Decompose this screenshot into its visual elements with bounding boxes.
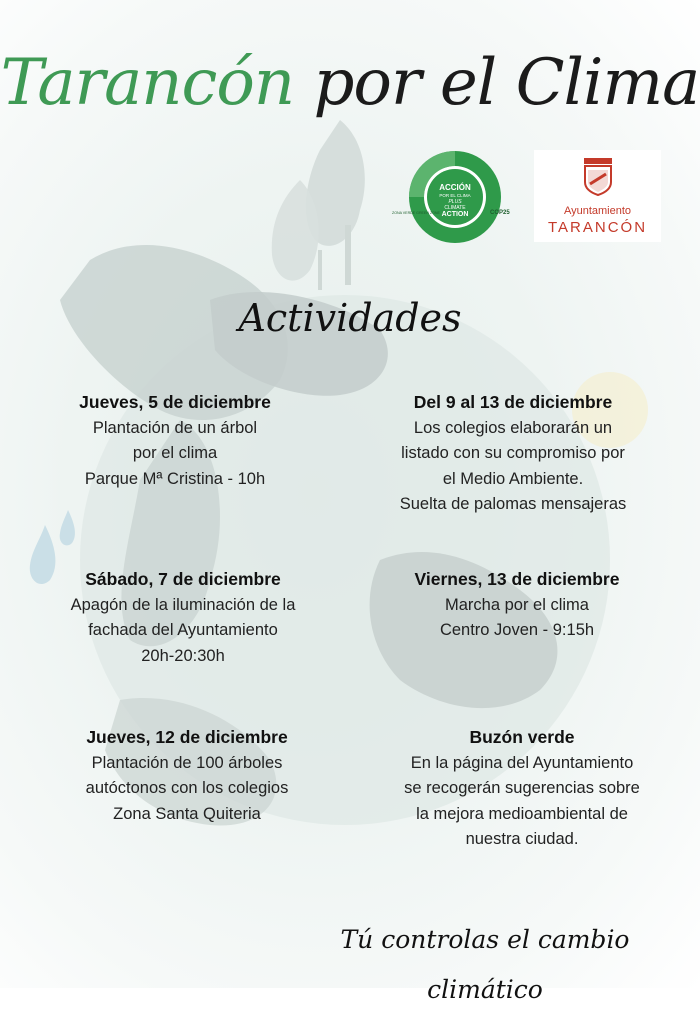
activity-line: Zona Santa Quiteria [113,804,261,823]
ayuntamiento-town: TARANCÓN [547,219,648,236]
activity-line: Apagón de la iluminación de la [70,595,296,614]
activity-title: Sábado, 7 de diciembre [85,569,281,589]
activity-line: Plantación de un árbol [92,418,258,437]
cop-line4: CLIMATE [444,205,466,211]
activity-line: 20h-20:30h [141,646,225,665]
activity-line: Parque Mª Cristina - 10h [84,469,266,488]
cop-line5: ACTION [441,211,469,218]
cop-line3: PLUS [448,199,462,205]
footer-slogan: Tú controlas el cambio climático [340,925,630,1004]
title-rest: por el Clima [313,46,700,120]
activity-line: el Medio Ambiente. [442,469,584,488]
activity-title: Buzón verde [469,727,575,747]
activity-line: por el clima [132,444,218,462]
section-heading: Actividades [238,296,462,340]
activity-block [352,567,682,644]
activity-line: se recogerán sugerencias sobre [404,779,640,797]
cop-line2: POR EL CLIMA [439,193,471,198]
activity-block [10,390,340,492]
activity-line: Centro Joven - 9:15h [439,621,595,639]
cop-line1: ACCIÓN [439,183,471,192]
ayuntamiento-logo [534,150,661,242]
activity-line: la mejora medioambiental de [416,804,628,823]
activity-line: Marcha por el clima [445,595,589,614]
crest-icon [580,156,616,196]
activity-line: fachada del Ayuntamiento [88,621,278,639]
activity-title: Jueves, 12 de diciembre [86,727,288,747]
cop25-logo [390,150,520,245]
ayuntamiento-label: Ayuntamiento [563,205,632,217]
page-title [0,38,700,128]
activity-title: Del 9 al 13 de diciembre [413,392,613,412]
activity-block [357,725,687,853]
cop-side-right: COP25 [490,210,510,216]
activity-title: Viernes, 13 de diciembre [414,569,620,589]
activity-line: Suelta de palomas mensajeras [399,495,627,513]
activity-block [22,725,352,827]
activity-line: Plantación de 100 árboles [91,753,283,772]
activity-line: Los colegios elaborarán un [413,418,613,437]
title-town: Tarancón [0,46,295,120]
activity-line: nuestra ciudad. [465,830,579,848]
activity-title: Jueves, 5 de diciembre [79,392,271,412]
activity-line: listado con su compromiso por [401,444,625,462]
activity-block [348,390,678,518]
activity-line: autóctonos con los colegios [85,779,289,797]
activity-block [18,567,348,669]
cop-side-left: ZONA VERDE GREEN ZONE [392,211,440,215]
activity-line: En la página del Ayuntamiento [410,753,634,772]
